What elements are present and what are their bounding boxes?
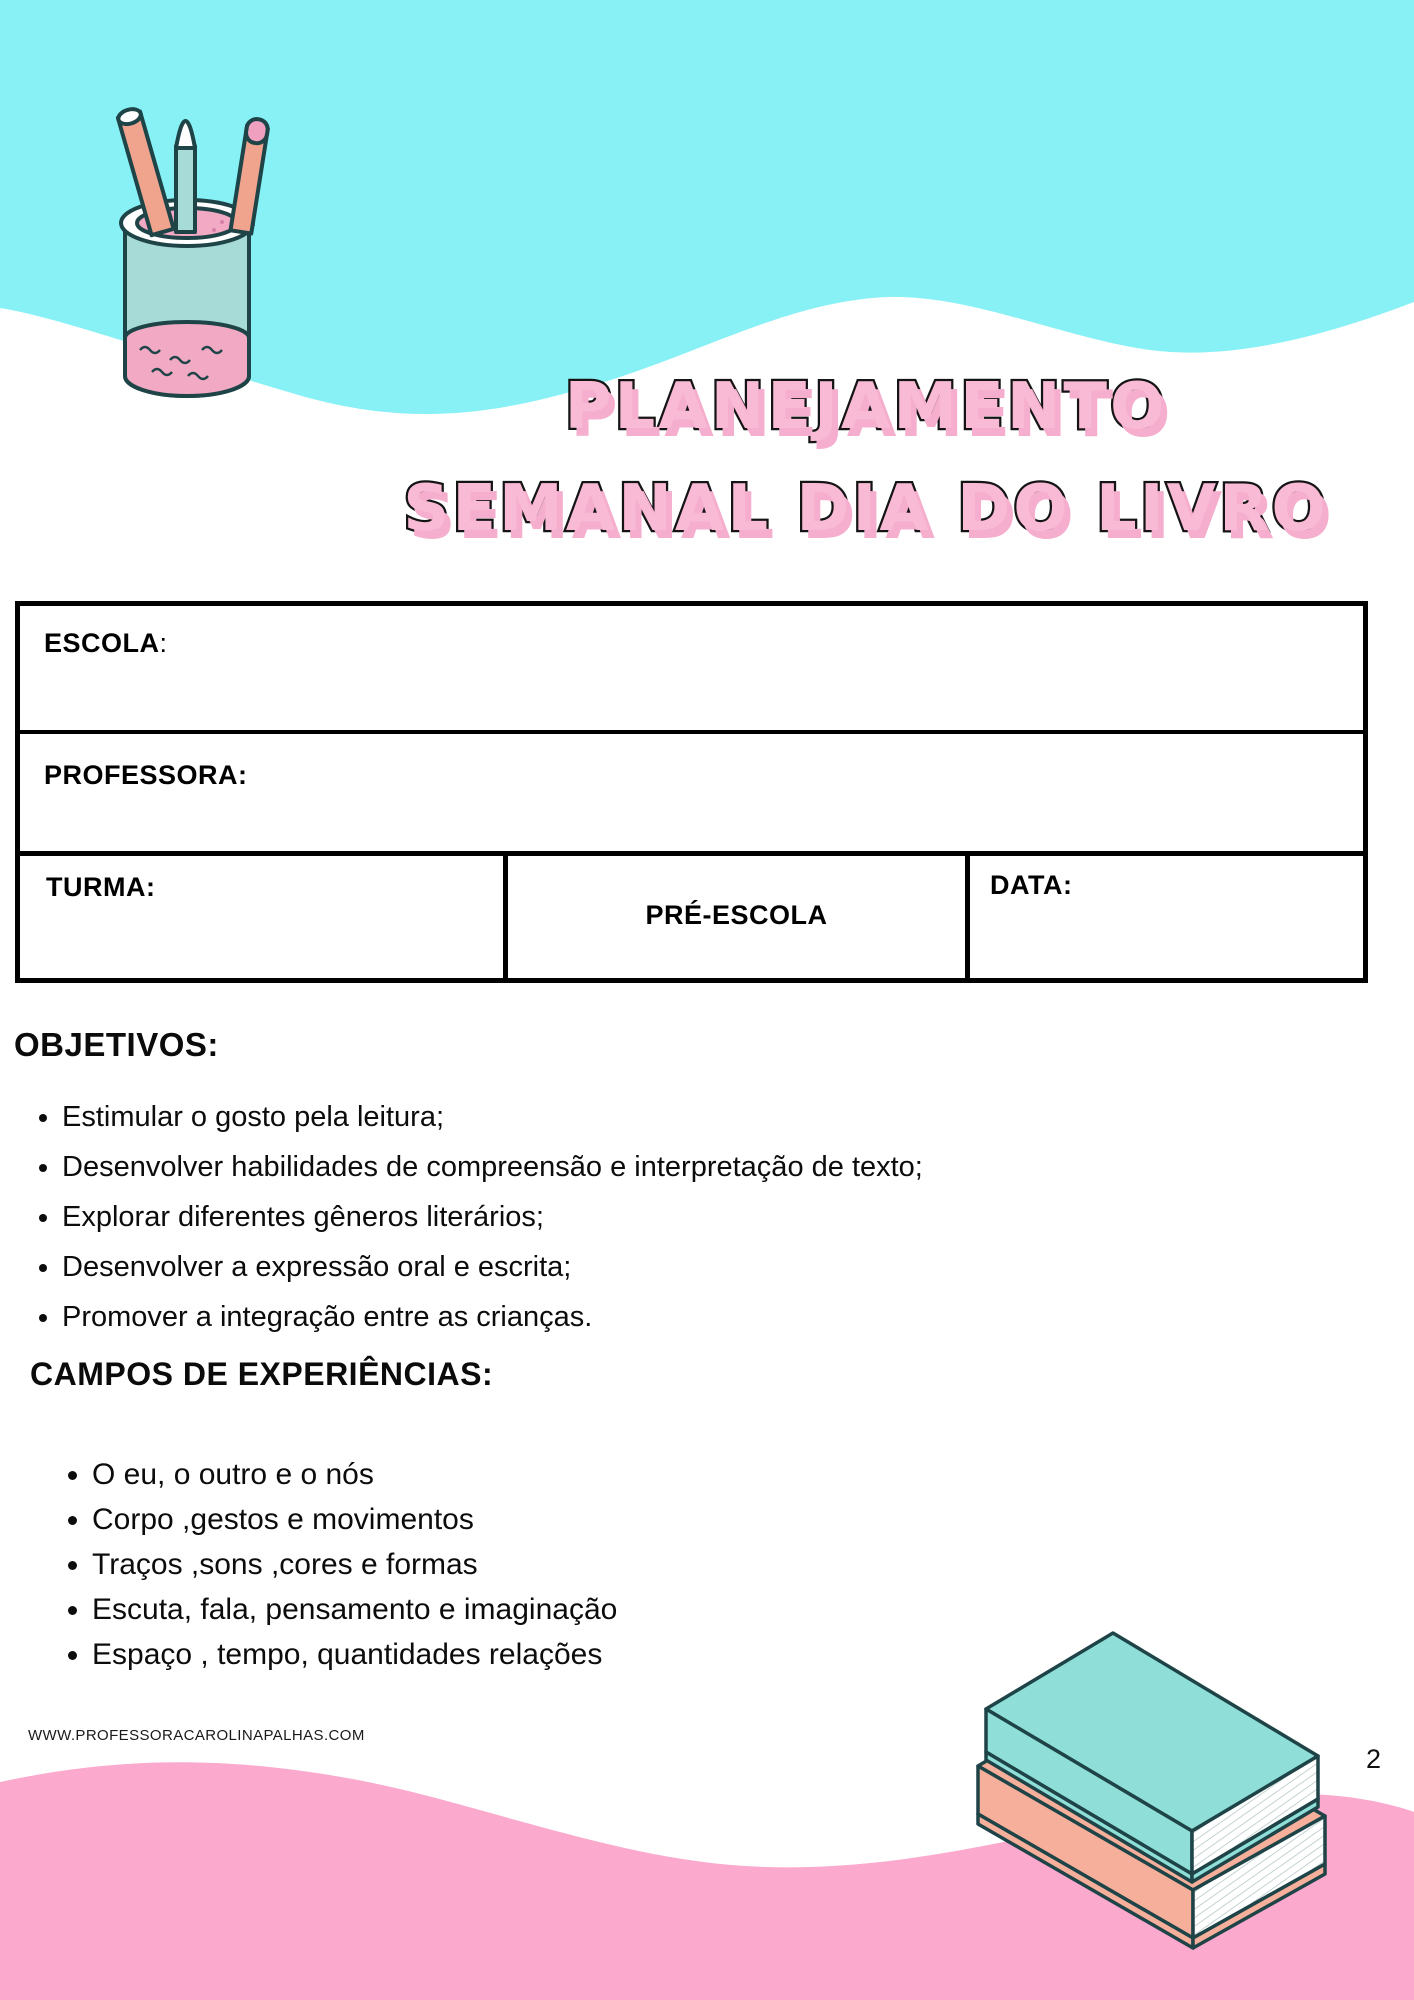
data-label: DATA: xyxy=(990,870,1073,900)
objetivos-item: • Explorar diferentes gêneros literários; xyxy=(62,1192,923,1242)
escola-field xyxy=(20,606,1363,734)
website-url: WWW.PROFESSORACAROLINAPALHAS.COM xyxy=(28,1727,365,1744)
page-title-line-1: PLANEJAMENTO xyxy=(564,370,1168,444)
objetivos-item: • Estimular o gosto pela leitura; xyxy=(62,1092,923,1142)
campos-item: • O eu, o outro e o nós xyxy=(92,1452,617,1497)
pencil-holder-illustration xyxy=(92,88,282,420)
escola-colon: : xyxy=(159,628,168,658)
turma-field xyxy=(20,856,508,978)
school-info-table xyxy=(15,601,1368,983)
table-bottom-row xyxy=(20,856,1363,978)
objetivos-item: • Desenvolver a expressão oral e escrita; xyxy=(62,1242,923,1292)
objetivos-list xyxy=(0,1092,923,1342)
pre-escola-field xyxy=(508,856,970,978)
turma-label: TURMA: xyxy=(46,872,156,902)
page-title-line-2: SEMANAL DIA DO LIVRO xyxy=(403,472,1329,546)
professora-label: PROFESSORA: xyxy=(44,760,248,790)
professora-field xyxy=(20,734,1363,856)
objetivos-heading: OBJETIVOS: xyxy=(14,1026,219,1063)
paintbrush xyxy=(176,121,195,232)
page-title xyxy=(320,356,1412,560)
campos-list xyxy=(0,1452,617,1677)
campos-item: • Espaço , tempo, quantidades relações xyxy=(92,1632,617,1677)
data-field xyxy=(970,856,1363,978)
objetivos-item: • Desenvolver habilidades de compreensão e interpretação de texto; xyxy=(62,1142,923,1192)
campos-item: • Corpo ,gestos e movimentos xyxy=(92,1497,617,1542)
campos-heading: CAMPOS DE EXPERIÊNCIAS: xyxy=(30,1356,494,1392)
escola-label: ESCOLA xyxy=(44,628,160,658)
stacked-books-illustration xyxy=(975,1618,1345,1958)
page-number: 2 xyxy=(1366,1744,1382,1774)
pencil-right xyxy=(231,118,270,234)
campos-item: • Escuta, fala, pensamento e imaginação xyxy=(92,1587,617,1632)
campos-item: • Traços ,sons ,cores e formas xyxy=(92,1542,617,1587)
pre-escola-value: PRÉ-ESCOLA xyxy=(645,900,828,930)
objetivos-item: • Promover a integração entre as crianças. xyxy=(62,1292,923,1342)
